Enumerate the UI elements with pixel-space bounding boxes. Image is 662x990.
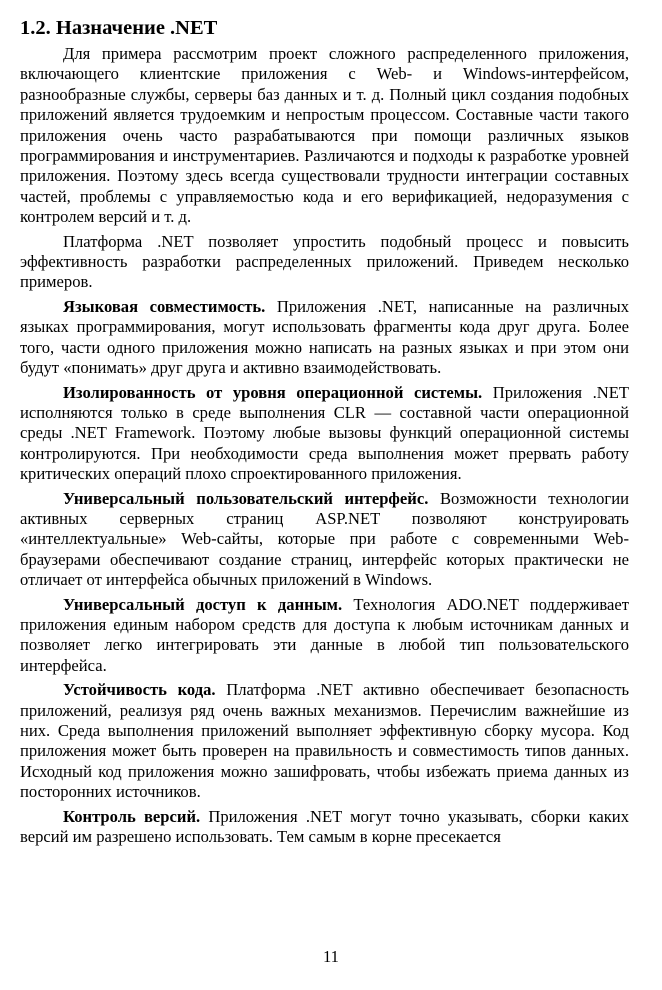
document-page [20, 14, 629, 851]
paragraph-text: Приложения .NET исполняются только в среде выполнения CLR — составной части операционной среды .NET Framework. Поэтому любые вызовы функций операционной системы контролируются. При необходимости среда выполнения может прервать работу критических операций плохо спроектированного приложения. [20, 382, 629, 484]
paragraph-version-control [20, 807, 629, 848]
paragraph-language-compatibility [20, 297, 629, 379]
paragraph-lead: Универсальный пользовательский интерфейс. [63, 488, 429, 508]
paragraph-text: Технология ADO.NET поддерживает приложения единым набором средств для доступа к любым источникам данных и позволяет легко интегрировать эти данные в любой тип пользовательского интерфейса. [20, 594, 629, 675]
paragraph-intro [20, 44, 629, 228]
section-heading: 1.2. Назначение .NET [20, 17, 218, 39]
paragraph-data-access [20, 595, 629, 677]
paragraph-lead: Изолированность от уровня операционной системы. [63, 382, 483, 402]
paragraph-text: Для примера рассмотрим проект сложного распределенного приложения, включающего клиентские приложения с Web- и Windows-интерфейсом, разнообразные службы, серверы баз данных и т. д. Полный цикл создания подобных приложений является трудоемким и непростым процессом. Составные части такого приложения очень часто разрабатываются при помощи различных языков программирования и инструментариев. Различаются и подходы к разработке уровней приложения. Поэтому здесь всегда существовали трудности интеграции составных частей, проблемы с управляемостью кода и его верификацией, недоразумения с контролем версий и т. д. [20, 44, 629, 227]
paragraph-lead: Контроль версий. [63, 806, 201, 826]
paragraph-universal-ui [20, 489, 629, 591]
page-number: 11 [323, 947, 339, 966]
paragraph-text: Приложения .NET могут точно указывать, сборки каких версий им разрешено использовать. Тем самым в корне пресекается [20, 806, 629, 847]
paragraph-platform [20, 232, 629, 293]
paragraph-code-robustness [20, 680, 629, 802]
paragraph-text: Платформа .NET позволяет упростить подобный процесс и повысить эффективность разработки распределенных приложений. Приведем несколько примеров. [20, 231, 629, 292]
paragraph-lead: Универсальный доступ к данным. [63, 594, 343, 614]
paragraph-text: Возможности технологии активных серверных страниц ASP.NET позволяют конструировать «интеллектуальные» Web-сайты, которые при работе с современными Web-браузерами обеспечивают создание страниц, интерфейс которых практически не отличает от интерфейса обычных приложений в Windows. [20, 488, 629, 590]
paragraph-text: Приложения .NET, написанные на различных языках программирования, могут использовать фрагменты кода друг друга. Более того, части одного приложения можно написать на разных языках и при этом они будут «понимать» друг друга и активно взаимодействовать. [20, 296, 629, 378]
paragraph-os-isolation [20, 383, 629, 485]
paragraph-lead: Устойчивость кода. [63, 680, 216, 700]
paragraph-text: Платформа .NET активно обеспечивает безопасность приложений, реализуя ряд очень важных механизмов. Перечислим важнейшие из них. Среда выполнения приложений выполняет эффективную сборку мусора. Код приложения может быть проверен на правильность и совместимость типов данных. Исходный код приложения можно зашифровать, чтобы избежать приема данных из посторонних источников. [20, 680, 630, 802]
paragraph-lead: Языковая совместимость. [63, 296, 266, 316]
